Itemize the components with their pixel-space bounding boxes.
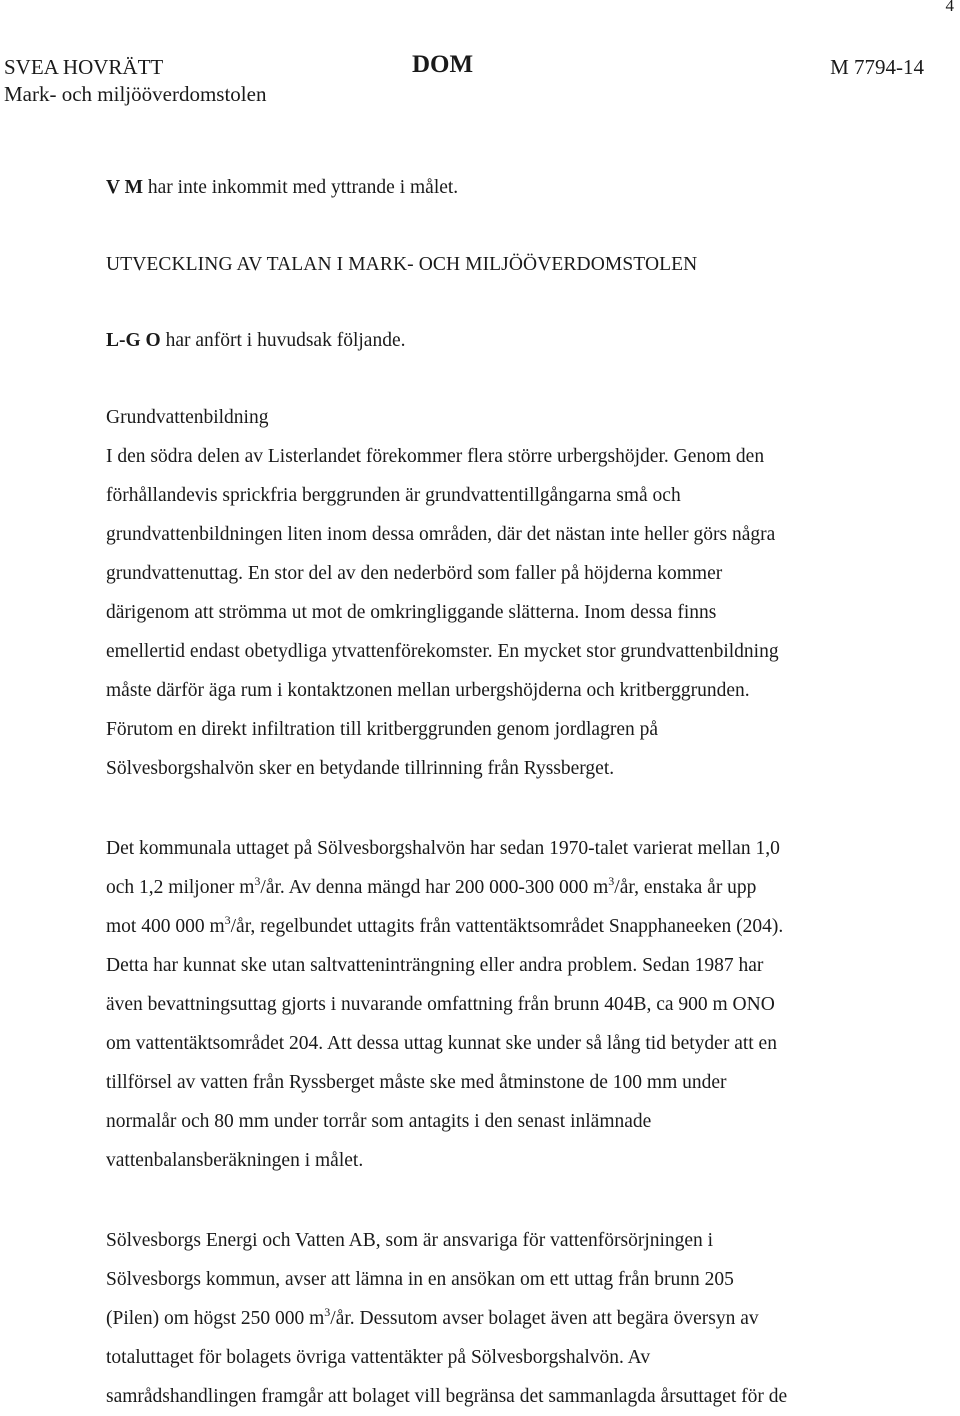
document-body <box>106 168 906 1416</box>
superscript: 3 <box>224 913 231 927</box>
paragraph-line: Förutom en direkt infiltration till kritberggrunden genom jordlagren på <box>106 719 659 740</box>
page-number: 4 <box>945 0 954 15</box>
party-name: L-G O <box>106 330 161 351</box>
paragraph-line: Sölvesborgs kommun, avser att lämna in en ansökan om ett uttag från brunn 205 <box>106 1269 734 1290</box>
paragraph-line: om vattentäktsområdet 204. Att dessa uttag kunnat ske under så lång tid betyder att en <box>106 1033 777 1054</box>
superscript: 3 <box>324 1305 331 1319</box>
subheading: Grundvattenbildning <box>106 407 269 428</box>
paragraph-line: förhållandevis sprickfria berggrunden är grundvattentillgångarna små och <box>106 485 681 506</box>
paragraph-line: vattenbalansberäkningen i målet. <box>106 1150 364 1171</box>
paragraph-text: har inte inkommit med yttrande i målet. <box>143 177 459 198</box>
paragraph-line: Detta har kunnat ske utan saltvatteninträngning eller andra problem. Sedan 1987 har <box>106 955 764 976</box>
paragraph-line: emellertid endast obetydliga ytvattenförekomster. En mycket stor grundvattenbildning <box>106 641 779 662</box>
paragraph-line: Sölvesborgshalvön sker en betydande tillrinning från Ryssberget. <box>106 758 615 779</box>
paragraph-line: grundvattenuttag. En stor del av den nederbörd som faller på höjderna kommer <box>106 563 723 584</box>
paragraph-line: och 1,2 miljoner $m^3/år$. Av denna mängd har 200 000-300 000 $m^3/år$, enstaka år upp <box>106 874 757 898</box>
paragraph-party-vm <box>106 168 906 207</box>
paragraph-line: samrådshandlingen framgår att bolaget vill begränsa det sammanlagda årsuttaget för de <box>106 1386 788 1407</box>
spacer <box>106 207 906 245</box>
paragraph-party-lgo <box>106 321 906 360</box>
paragraph-line: även bevattningsuttag gjorts i nuvarande omfattning från brunn 404B, ca 900 m ONO <box>106 994 775 1015</box>
document-type: DOM <box>412 51 474 78</box>
paragraph-line: totaluttaget för bolagets övriga vattentäkter på Sölvesborgshalvön. Av <box>106 1347 651 1368</box>
court-name: SVEA HOVRÄTT <box>4 55 164 79</box>
paragraph-line: mot 400 000 $m^3/år$, regelbundet uttagits från vattentäktsområdet Snapphaneeken (204). <box>106 913 784 937</box>
paragraph-text: har anfört i huvudsak följande. <box>160 330 406 351</box>
court-division: Mark- och miljööverdomstolen <box>4 82 267 106</box>
superscript: 3 <box>608 874 615 888</box>
paragraph-line: därigenom att strömma ut mot de omkringliggande slätterna. Inom dessa finns <box>106 602 717 623</box>
spacer <box>106 284 906 321</box>
paragraph-line: I den södra delen av Listerlandet förekommer flera större urbergshöjder. Genom den <box>106 446 765 467</box>
spacer <box>106 788 906 829</box>
case-number: M 7794-14 <box>830 55 924 79</box>
paragraph-line: grundvattenbildningen liten inom dessa områden, där det nästan inte heller görs några <box>106 524 776 545</box>
paragraph-line: Sölvesborgs Energi och Vatten AB, som är ansvariga för vattenförsörjningen i <box>106 1230 714 1251</box>
paragraph-line: tillförsel av vatten från Ryssberget måste ske med åtminstone de 100 mm under <box>106 1072 727 1093</box>
paragraph-line: måste därför äga rum i kontaktzonen mellan urbergshöjderna och kritberggrunden. <box>106 680 750 701</box>
paragraph-line: normalår och 80 mm under torrår som antagits i den senast inlämnade <box>106 1111 652 1132</box>
spacer <box>106 360 906 398</box>
section-heading: UTVECKLING AV TALAN I MARK- OCH MILJÖÖVERDOMSTOLEN <box>106 254 698 275</box>
party-name: V M <box>106 177 144 198</box>
paragraph-line: (Pilen) om högst 250 000 $m^3/år$. Dessutom avser bolaget även att begära översyn av <box>106 1305 759 1329</box>
spacer <box>106 1180 906 1221</box>
superscript: 3 <box>254 874 261 888</box>
paragraph-line: Det kommunala uttaget på Sölvesborgshalvön har sedan 1970-talet varierat mellan 1,0 <box>106 838 780 859</box>
